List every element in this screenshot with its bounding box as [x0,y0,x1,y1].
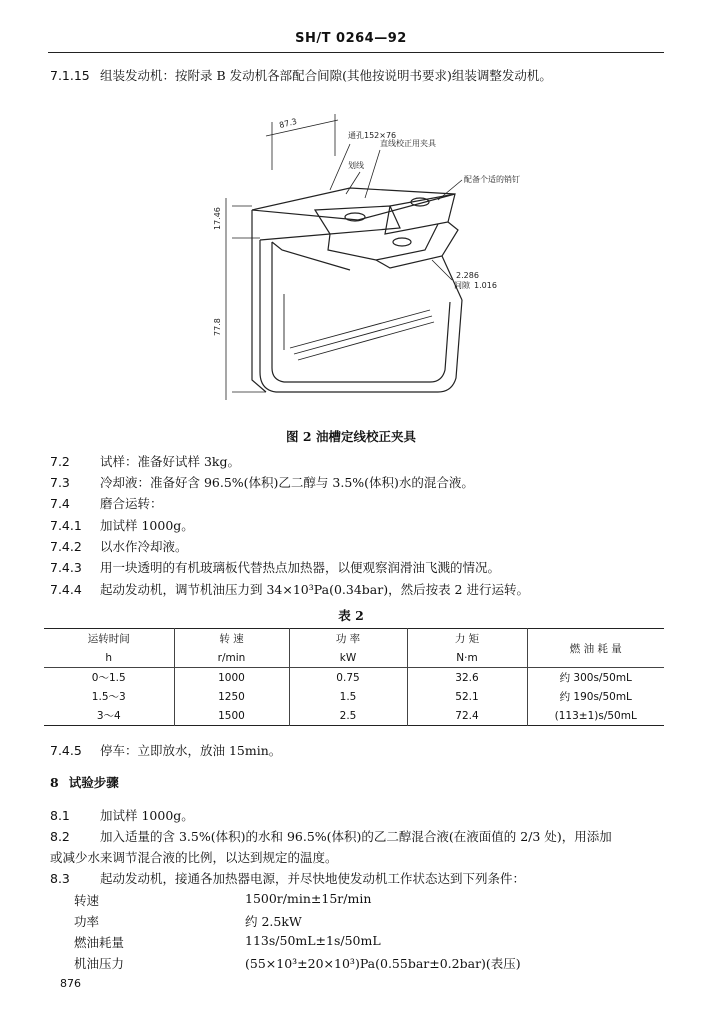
section-text: 试样：准备好试样 3kg。 [100,454,241,469]
section-text: 组装发动机：按附录 B 发动机各部配合间隙(其他按说明书要求)组装调整发动机。 [100,68,552,83]
leader-mark [346,172,360,194]
leader-clamp [365,150,380,198]
section-number: 8 [50,775,59,790]
cell-power: 2.5 [289,706,407,726]
label-dim-left-upper: 17.46 [213,207,222,230]
section-8-2-cont: 或减少水来调节混合液的比例，以达到规定的温度。 [50,850,338,865]
table-title: 表 2 [338,608,364,623]
section-text: 加入适量的含 3.5%(体积)的水和 96.5%(体积)的乙二醇混合液(在液面值的 2/3 处)，用添加 [100,829,612,844]
dim-top-line [266,120,338,136]
cell-torque: 32.6 [407,668,527,688]
section-7-1-15 [50,66,552,84]
condition-label: 功率 [74,914,100,929]
section-number: 7.4 [50,496,70,511]
section-number: 7.4.2 [50,539,82,554]
header-torque: 力 矩 [407,629,527,649]
cell-torque: 72.4 [407,706,527,726]
condition-value: (55×10³±20×10³)Pa(0.55bar±0.2bar)(表压) [245,956,521,971]
section-text: 停车：立即放水，放油 15min。 [100,743,282,758]
cell-time: 0～1.5 [91,672,126,684]
header-power: 功 率 [289,629,407,649]
section-8-1 [50,806,194,824]
section-7-4-3 [50,558,500,576]
label-gap-value-2: 1.016 [474,281,497,290]
section-7-4-2 [50,537,188,555]
section-text: 加试样 1000g。 [100,808,194,823]
section-text: 起动发动机，接通各加热器电源，并尽快地使发动机工作状态达到下列条件： [100,871,526,886]
fixture-back-edge [252,210,266,392]
section-7-4 [50,494,163,512]
cell-power: 0.75 [289,668,407,688]
section-number: 7.1.15 [50,68,90,83]
header-speed: 转 速 [174,629,289,649]
hole-3 [393,238,411,246]
label-gap-value-1: 2.286 [456,271,479,280]
condition-label: 燃油耗量 [74,935,125,950]
label-dim-left-lower: 77.8 [213,318,222,336]
section-number: 7.3 [50,475,70,490]
section-number: 7.4.1 [50,518,82,533]
section-text: 用一块透明的有机玻璃板代替热点加热器，以便观察润滑油飞溅的情况。 [100,560,501,575]
header-time: 运转时间 [87,633,130,645]
unit-time: h [44,648,174,668]
label-clamp: 直线校正用夹具 [380,139,436,148]
cell-time: 3～4 [96,710,121,722]
table-row [44,687,664,706]
cell-speed: 1000 [174,668,289,688]
cell-speed: 1250 [174,687,289,706]
section-text: 起动发动机，调节机油压力到 34×10³Pa(0.34bar)，然后按表 2 进行运转。 [100,582,529,597]
cell-fuel: 约 190s/50mL [527,687,664,706]
cell-power: 1.5 [289,687,407,706]
section-text: 冷却液：准备好含 96.5%(体积)乙二醇与 3.5%(体积)水的混合液。 [100,475,474,490]
label-hole: 通孔152×76 [348,131,397,140]
section-7-3 [50,473,474,491]
unit-power: kW [289,648,407,668]
unit-speed: r/min [174,648,289,668]
section-number: 7.4.4 [50,582,82,597]
section-number: 7.4.3 [50,560,82,575]
section-8-3 [50,869,525,887]
label-pin: 配备个适的销钉 [464,175,520,184]
unit-torque: N·m [407,648,527,668]
table-row [44,668,664,688]
leader-hole [330,144,350,190]
section-8-heading [50,773,119,791]
trough-rim [272,242,350,270]
cell-torque: 52.1 [407,687,527,706]
page-header: SH/T 0264—92 [295,31,407,46]
label-mark: 划线 [348,161,364,170]
section-7-2 [50,452,240,470]
header-fuel: 燃 油 耗 量 [527,629,664,668]
leader-pin [438,180,462,200]
section-number: 8.3 [50,871,70,886]
header-rule [48,52,664,53]
label-dim-top: 87.3 [278,116,298,130]
condition-value: 113s/50mL±1s/50mL [245,933,381,948]
page-number: 876 [60,977,81,990]
cell-fuel: 约 300s/50mL [527,668,664,688]
label-gap: 间隙 [454,281,470,290]
cell-fuel: (113±1)s/50mL [527,706,664,726]
section-text: 磨合运转： [100,496,163,511]
section-text: 加试样 1000g。 [100,518,194,533]
operation-table [44,628,664,726]
trough-top-left [260,234,330,240]
section-7-4-5 [50,741,281,759]
cell-time: 1.5～3 [91,691,126,703]
condition-value: 1500r/min±15r/min [245,891,372,906]
condition-label: 转速 [74,893,100,908]
figure-caption: 图 2 油槽定线校正夹具 [286,429,416,444]
section-8-2 [50,827,612,845]
section-number: 7.4.5 [50,743,82,758]
table-row [44,706,664,726]
section-number: 8.1 [50,808,70,823]
section-text: 以水作冷却液。 [100,539,188,554]
section-number: 7.2 [50,454,70,469]
section-number: 8.2 [50,829,70,844]
trough-groove-2 [294,316,432,354]
fixture-top-face [252,188,455,220]
oil-trough-fixture-figure [180,110,520,410]
condition-value: 约 2.5kW [245,914,302,929]
section-7-4-1 [50,516,194,534]
section-7-4-4 [50,580,529,598]
cell-speed: 1500 [174,706,289,726]
section-title: 试验步骤 [68,775,119,790]
condition-label: 机油压力 [74,956,125,971]
